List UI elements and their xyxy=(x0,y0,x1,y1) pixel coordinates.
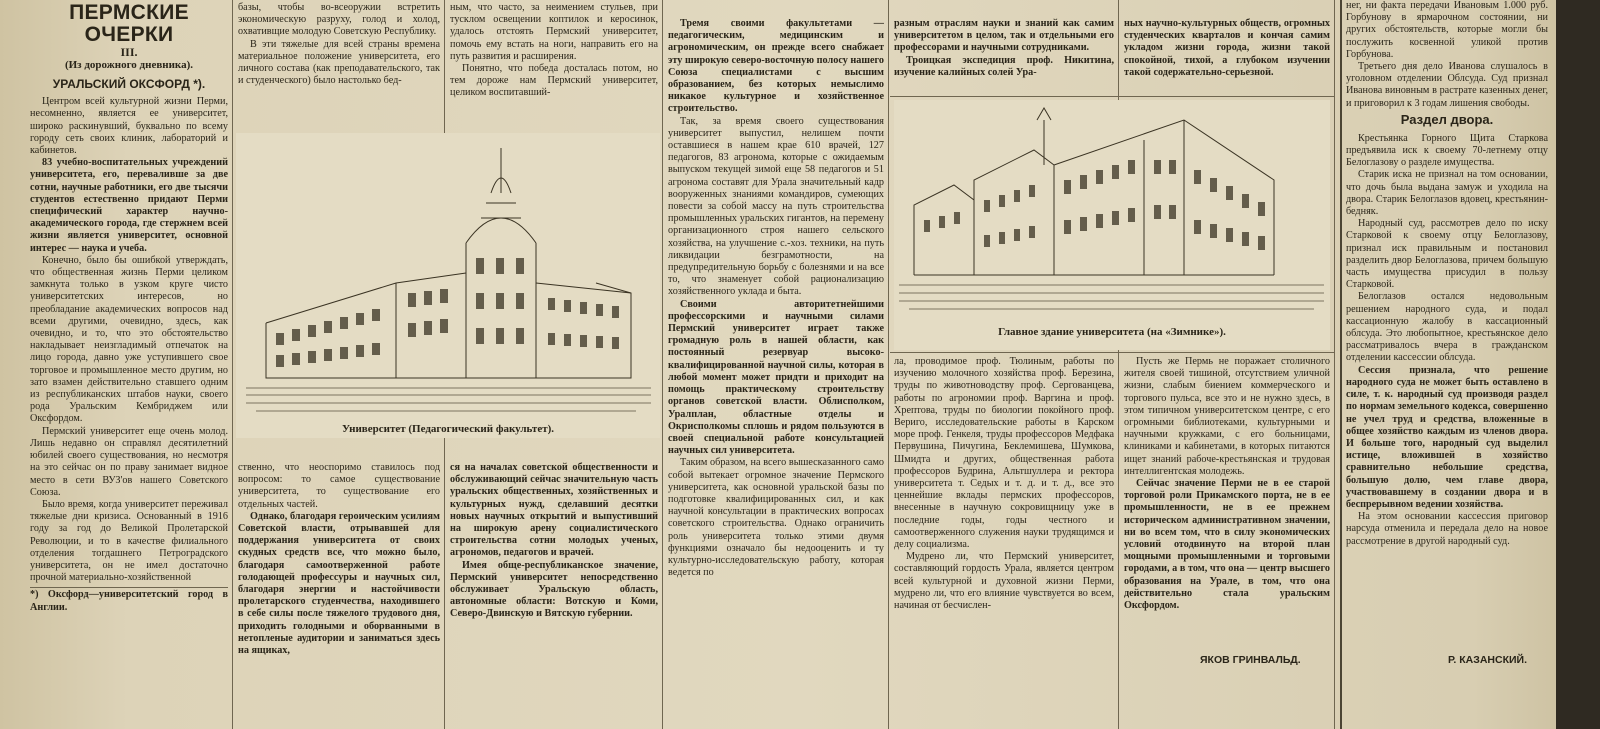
pedagogical-faculty-drawing xyxy=(236,133,660,438)
paragraph: Пермский университет еще очень молод. Лишь недавно он справлял десятилетний юбилей своего существования, но несмотря на это сейчас он по праву занимает видное место в сети ВУЗ'ов нашего Советского Союза. xyxy=(30,425,228,498)
sidebar-column xyxy=(1346,0,1548,729)
illustration-bottom-rule xyxy=(890,352,1334,353)
paragraph: базы, чтобы во-всеоружии встретить экономическую разруху, голод и холод, охвативщие молодую Советскую Республику. xyxy=(238,2,440,38)
paragraph: Таким образом, на всего вышесказанного само собой вытекает огромное значение Пермского университета, как основной уральской базы по подготовке квалифицированных сил, и как научной консультации в практических вопросах советского строительства. Однако ограничить роль университета только этими двумя функциями означало бы недооценить и ту культурно-исследовательскую работу, которая ведется по xyxy=(668,457,884,579)
paragraph: ных научно-культурных обществ, огромных студенческих кварталов и кончая самим укладом жизни города, жизни такой спокойной, тихой, а глубоком изучении такой содержательно-серьезной. xyxy=(1124,18,1330,78)
column-2-top xyxy=(238,2,440,132)
paragraph: Так, за время своего существования университет выпустил, нелишем почти оставшиеся в нашем крае 610 врачей, 127 педагогов, 83 агронома, которые с ожидаемым выпуском текущей зимой еще 58 педагогов и 51 агронома составят для Урала значительный кадр вооруженных знаниями командиров, сумеющих повести за собой массу на путь строительства промышленных уральских гигантов, на перемену организационного строя нашего сельского хозяйства, на улучшение с.-хоз. техники, на путь ликвидации безграмотности, на предупредительную борьбу с болезнями и на все то, что знаменует собой рационализацию хозяйственного уклада и быта. xyxy=(668,115,884,298)
column-6-top xyxy=(1124,18,1330,98)
paragraph: На этом основании кассессия приговор нарсуда отменила и передала дело на новое рассмотрение в другой народный суд. xyxy=(1346,511,1548,547)
column-3-bottom xyxy=(450,462,658,729)
paragraph: Народный суд, рассмотрев дело по иску Старковой к своему отцу Белоглазову, признал иск правильным и постановил разделить двор Белоглазова, причем большую часть имущества присудил в пользу Старковой. xyxy=(1346,218,1548,291)
paragraph: Однако, благодаря героическим усилиям Советской власти, отрывавшей для поддержания университета от своих скудных средств все, что можно было, благодаря самоотверженной работе голодающей профессуры и научных сил, благодаря энергии и настойчивости пролетарского студенчества, находившего в себе силы после тяжелого трудового дня, приходить голодными и оборванными в нетопленые аудитории и заниматься здесь на ящиках, xyxy=(238,510,440,657)
author-signature: ЯКОВ ГРИНВАЛЬД. xyxy=(1200,654,1301,666)
column-2-bottom xyxy=(238,462,440,729)
paragraph: ственно, что неоспоримо ставилось под вопросом: то самое существование университета, то существование его отдельных частей. xyxy=(238,462,440,510)
paragraph: Тремя своими факультетами — педагогическим, медицинским и агрономическим, он прежде всего снабжает эту широкую северо-восточную полосу нашего Союза специалистами с высшим образованием, без которых немыслимо никакое культурное и хозяйственное строительство. xyxy=(668,18,884,115)
university-illustration-left xyxy=(236,133,660,438)
university-illustration-right xyxy=(894,100,1330,350)
paragraph: Было время, когда университет переживал тяжелые дни кризиса. Основанный в 1916 году за год до Великой Пролетарской Революции, и то в качестве филиального отделения тогдашнего Петроградского университета, он не имел достаточно прочной материально-хозяйственной xyxy=(30,498,228,584)
column-rule xyxy=(1334,0,1335,729)
article-title: ПЕРМСКИЕ ОЧЕРКИ xyxy=(69,1,189,46)
sidebar-author-signature: Р. КАЗАНСКИЙ. xyxy=(1448,654,1528,666)
paragraph: ла, проводимое проф. Тюлиным, работы по изучению молочного хозяйства проф. Березина, труды по животноводству проф. Сергованцева, работы по агрономии проф. Варгина и проф. Хрептова, труды по биологии покойного проф. Вериго, исследовательские работы в Карском море проф. Генкеля, труды профессоров Медфака Первушина, Пичугина, Беклемишева, Шумкова, Шмидта и других, общественная работа профессоров Будрина, Альтшуллера и ректора университета т. Седых и т. д. и т. д., все это ценнейшие вклады пермских профессоров, внесенные в научную сокровищницу уже в последние годы, годы честного и самоотверженного служения науки трудящимся и делу социализма. xyxy=(894,356,1114,551)
footnote: *) Оксфорд—университетский город в Англии. xyxy=(30,589,228,613)
paragraph: Белоглазов остался недовольным решением народного суда, и подал кассационную жалобу в кассационный облсуда. Это любопытное, крестьянское дело рассматривалось вчера в гражданском отделении кассессии облсуда. xyxy=(1346,291,1548,364)
illustration-top-rule xyxy=(890,96,1334,97)
paragraph: Пусть же Пермь не поражает столичного жителя своей тишиной, отсутствием уличной жизни, слабым биением коммерческого и торгового пульса, все это и не нужно здесь, в этом типичном университетском центре, с его огромными библиотеками, культурными и научными кружками, с его больницами, клиниками и кабинетами, в которых питаются ищет знаний рабоче-крестьянская и трудовая интеллигентская молодежь. xyxy=(1124,356,1330,477)
paragraph: Центром всей культурной жизни Перми, несомненно, является ее университет, широко раскинувший, буквально по всему городу сеть своих клиник, лабораторий и кабинетов. xyxy=(30,96,228,157)
right-illustration-caption: Главное здание университета (на «Зимнике»). xyxy=(998,326,1226,338)
paragraph: Троицкая экспедиция проф. Никитина, изучение калийных солей Ура- xyxy=(894,54,1114,78)
column-6-bottom xyxy=(1124,356,1330,656)
paragraph: Имея обще-республиканское значение, Пермский университет непосредственно обслуживает Уральскую область, автономные области: Вотскую и Коми, Северо-Двинскую и Вятскую губернии. xyxy=(450,559,658,620)
paragraph: разным отраслям науки и знаний как самим университетом в целом, так и отдельными его профессорами и научными сотрудниками. xyxy=(894,18,1114,54)
paragraph: Крестьянка Горного Щита Старкова предъявила иск к своему 70-летнему отцу Белоглазову о разделе имущества. xyxy=(1346,132,1548,169)
paragraph: Старик иска не признал на том основании, что дочь была выдана замуж и уходила на двора. Старик Белоглазов вдовец, крестьянин-бедняк. xyxy=(1346,169,1548,218)
column-1 xyxy=(30,0,228,729)
paragraph: Сейчас значение Перми не в ее старой торговой роли Прикамского порта, не в ее промышленности, не в ее прежнем историческом административном значении, ни во всем том, что в силу экономических условий отодвинуто на второй план мощными промышленными и торговыми городами, а в том, что она — центр высшего образования на Урале, в том, что она действительно стала уральским Оксфордом. xyxy=(1124,478,1330,612)
section-divider xyxy=(1340,0,1342,729)
paragraph: ся на началах советской общественности и обслуживающий сейчас значительную часть уральских общественных, хозяйственных и культурных нужд, сделавший десятки новых научных открытий и выпустивший на широкую арену социалистического строительства сотни молодых ученых, агрономов, педагогов и врачей. xyxy=(450,462,658,559)
scan-edge xyxy=(1556,0,1600,729)
article-heading: УРАЛЬСКИЙ ОКСФОРД *). xyxy=(52,77,206,91)
column-rule xyxy=(662,0,663,729)
paragraph: Мудрено ли, что Пермский университет, составляющий гордость Урала, является центром всей культурной и духовной жизни Перми, мудрено ли, что его влияние чувствуется во всем, начиная от бесчислен- xyxy=(894,551,1114,612)
column-4 xyxy=(668,18,884,729)
paragraph: 83 учебно-воспитательных учреждений университета, его, переваливше за две сотни, научные работники, его две тысячи студентов естественно придают Перми специфический характер научно-академического города, где стержнем всей жизни является университет, основной интерес — наука и учеба. xyxy=(30,157,228,254)
paragraph: ным, что часто, за неимением стульев, при тусклом освещении коптилок и керосинок, удалось отстоять Пермский университет, помочь ему встать на ноги, направить его на путь развития и расширения. xyxy=(450,2,658,62)
column-5-top xyxy=(894,18,1114,98)
section-title: Раздел двора. xyxy=(1400,111,1494,127)
paragraph: Третьего дня дело Иванова слушалось в уголовном отделении Облсуда. Суд признал Иванова виновным в растрате казенных денег, и приговорил к 3 годам лишения свободы. xyxy=(1346,61,1548,109)
article-subtitle: (Из дорожного дневника). xyxy=(64,59,194,71)
left-illustration-caption: Университет (Педагогический факультет). xyxy=(341,423,555,435)
paragraph: Понятно, что победа досталась потом, но тем дороже нам Пермский университет, целиком воспитавший- xyxy=(450,63,658,99)
paragraph: Своими авторитетнейшими профессорскими и научными силами Пермский университет играет также громадную роль в нашей области, как постоянный резервуар высоко-квалифицированной научной силы, которая в любой момент может придти и приходит на помощь практическому строительству органов советской власти. Облисполком, Уралплан, областные отделы и Окрисполкомы сплошь и рядом пользуются в своей специальной работе консультацией научных сил университета. xyxy=(668,298,884,457)
column-5-bottom xyxy=(894,356,1114,729)
column-3-top xyxy=(450,2,658,132)
paragraph: Сессия признала, что решение народного суда не может быть оставлено в силе, т. к. народный суд производя раздел по нормам земельного кодекса, совершенно не учел труд и средства, вложенные в общее хозяйство каждым из членов двора. И больше того, народный суд выделил истице, вложившей в хозяйство сравнительно небольшие средства, большую долю, чем главе двора, участвовавшему в создании двора и в беспрерывном ведении хозяйства. xyxy=(1346,364,1548,510)
main-building-drawing xyxy=(894,100,1330,330)
paragraph: нег, ни факта передачи Ивановым 1.000 руб. Горбунову в ярмарочном состоянии, ни других обстоятельств, которые могли бы послужить косвенной уликой против Горбунова. xyxy=(1346,0,1548,60)
article-numeral: III. xyxy=(120,45,138,59)
column-rule xyxy=(232,0,233,729)
paragraph: Конечно, было бы ошибкой утверждать, что общественная жизнь Перми целиком замкнута только в узком круге чисто университетских интересов, но преобладание академических вопросов над всеми другими, очевидно, здесь, как очевидно, и то, что это обстоятельство накладывает неизгладимый отпечаток на лицо города, давно уже уступившего свое торговое и промышленное место другим, но зато взамен действительно ставшего одним из республиканских штабов науки, своего рода Уральским Кембриджем или Оксфордом. xyxy=(30,254,228,425)
column-rule xyxy=(888,0,889,729)
paragraph: В эти тяжелые для всей страны времена материальное положение университета, его личного состава (как преподавательского, так и студенческого) было настолько бед- xyxy=(238,38,440,87)
